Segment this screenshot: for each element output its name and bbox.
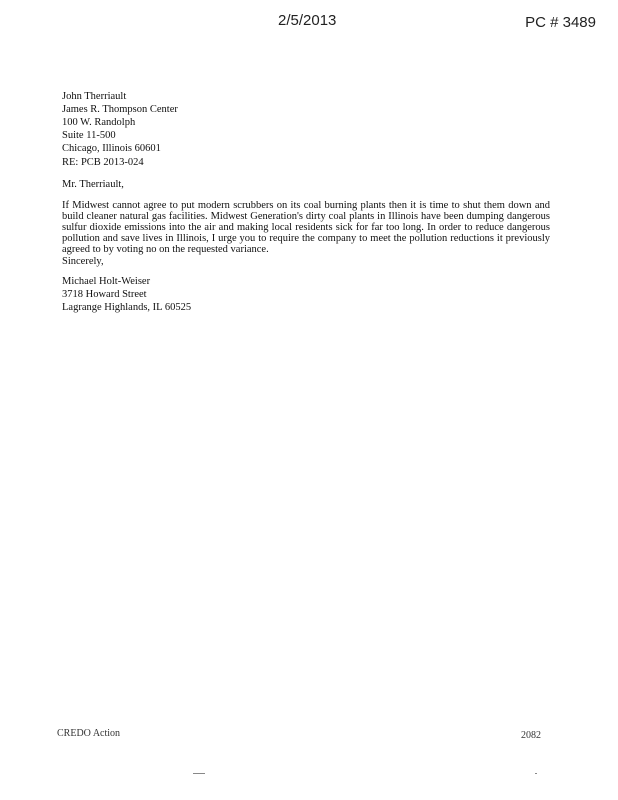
closing: Sincerely, xyxy=(62,256,104,267)
footer-organization: CREDO Action xyxy=(57,728,121,739)
fax-header-date: 2/5/2013 xyxy=(278,12,337,29)
sender-city: Lagrange Highlands, IL 60525 xyxy=(62,302,192,313)
scan-artifact xyxy=(535,773,537,774)
sender-address-block xyxy=(62,275,552,314)
sender-name: Michael Holt-Weiser xyxy=(62,276,151,287)
footer-page-number: 2082 xyxy=(521,730,541,741)
recipient-city: Chicago, Illinois 60601 xyxy=(62,143,161,154)
reference-line: RE: PCB 2013-024 xyxy=(62,157,144,168)
recipient-street: 100 W. Randolph xyxy=(62,117,136,128)
public-comment-number: PC # 3489 xyxy=(525,14,596,31)
recipient-suite: Suite 11-500 xyxy=(62,130,116,141)
scan-artifact xyxy=(193,773,205,774)
salutation: Mr. Therriault, xyxy=(62,179,124,190)
letter-body-paragraph: If Midwest cannot agree to put modern scrubbers on its coal burning plants then it is time to shut them down and build cleaner natural gas facilities. Midwest Generation's dirty coal plants in Illinois have been dumping dangerous sulfur dioxide emissions into the air and making local residents sick for far too long. In order to reduce dangerous pollution and save lives in Illinois, I urge you to require the company to meet the pollution reductions it previously agreed to by voting no on the requested variance. xyxy=(62,200,550,255)
sender-street: 3718 Howard Street xyxy=(62,289,147,300)
recipient-address-block xyxy=(62,90,552,155)
recipient-name: John Therriault xyxy=(62,91,127,102)
recipient-building: James R. Thompson Center xyxy=(62,104,178,115)
